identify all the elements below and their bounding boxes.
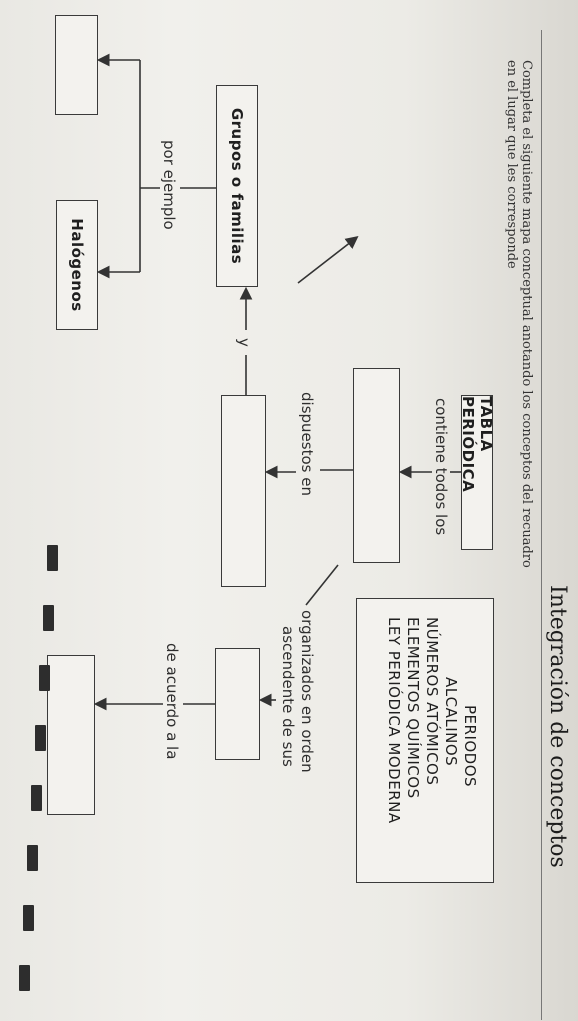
link-label: contiene todos los — [432, 398, 450, 536]
word-bank-item: PERIODOS — [461, 705, 479, 788]
halogenos-box: Halógenos — [56, 200, 98, 330]
link-label: de acuerdo a la — [163, 643, 181, 760]
root-concept-box: TABLA PERIÓDICA — [461, 395, 493, 550]
link-label: por ejemplo — [160, 140, 178, 230]
page-title: Integración de conceptos — [545, 585, 570, 868]
word-bank-item: ALCALINOS — [442, 677, 460, 767]
grupos-box: Grupos o familias — [216, 85, 258, 287]
word-bank-item: LEY PERIÓDICA MODERNA — [385, 617, 403, 824]
instructions-text: Completa el siguiente mapa conceptual anotando los conceptos del recuadro en el lugar que les corresponde — [504, 60, 534, 568]
word-bank-item: ELEMENTOS QUÍMICOS — [404, 617, 422, 799]
link-label: organizados en orden — [298, 610, 316, 773]
link-label: dispuestos en — [298, 392, 316, 496]
link-label: y — [235, 338, 253, 347]
word-bank-item: NÚMEROS ATÓMICOS — [423, 617, 441, 786]
link-label: ascendente de sus — [279, 626, 297, 767]
spiral-binding — [0, 0, 130, 1021]
